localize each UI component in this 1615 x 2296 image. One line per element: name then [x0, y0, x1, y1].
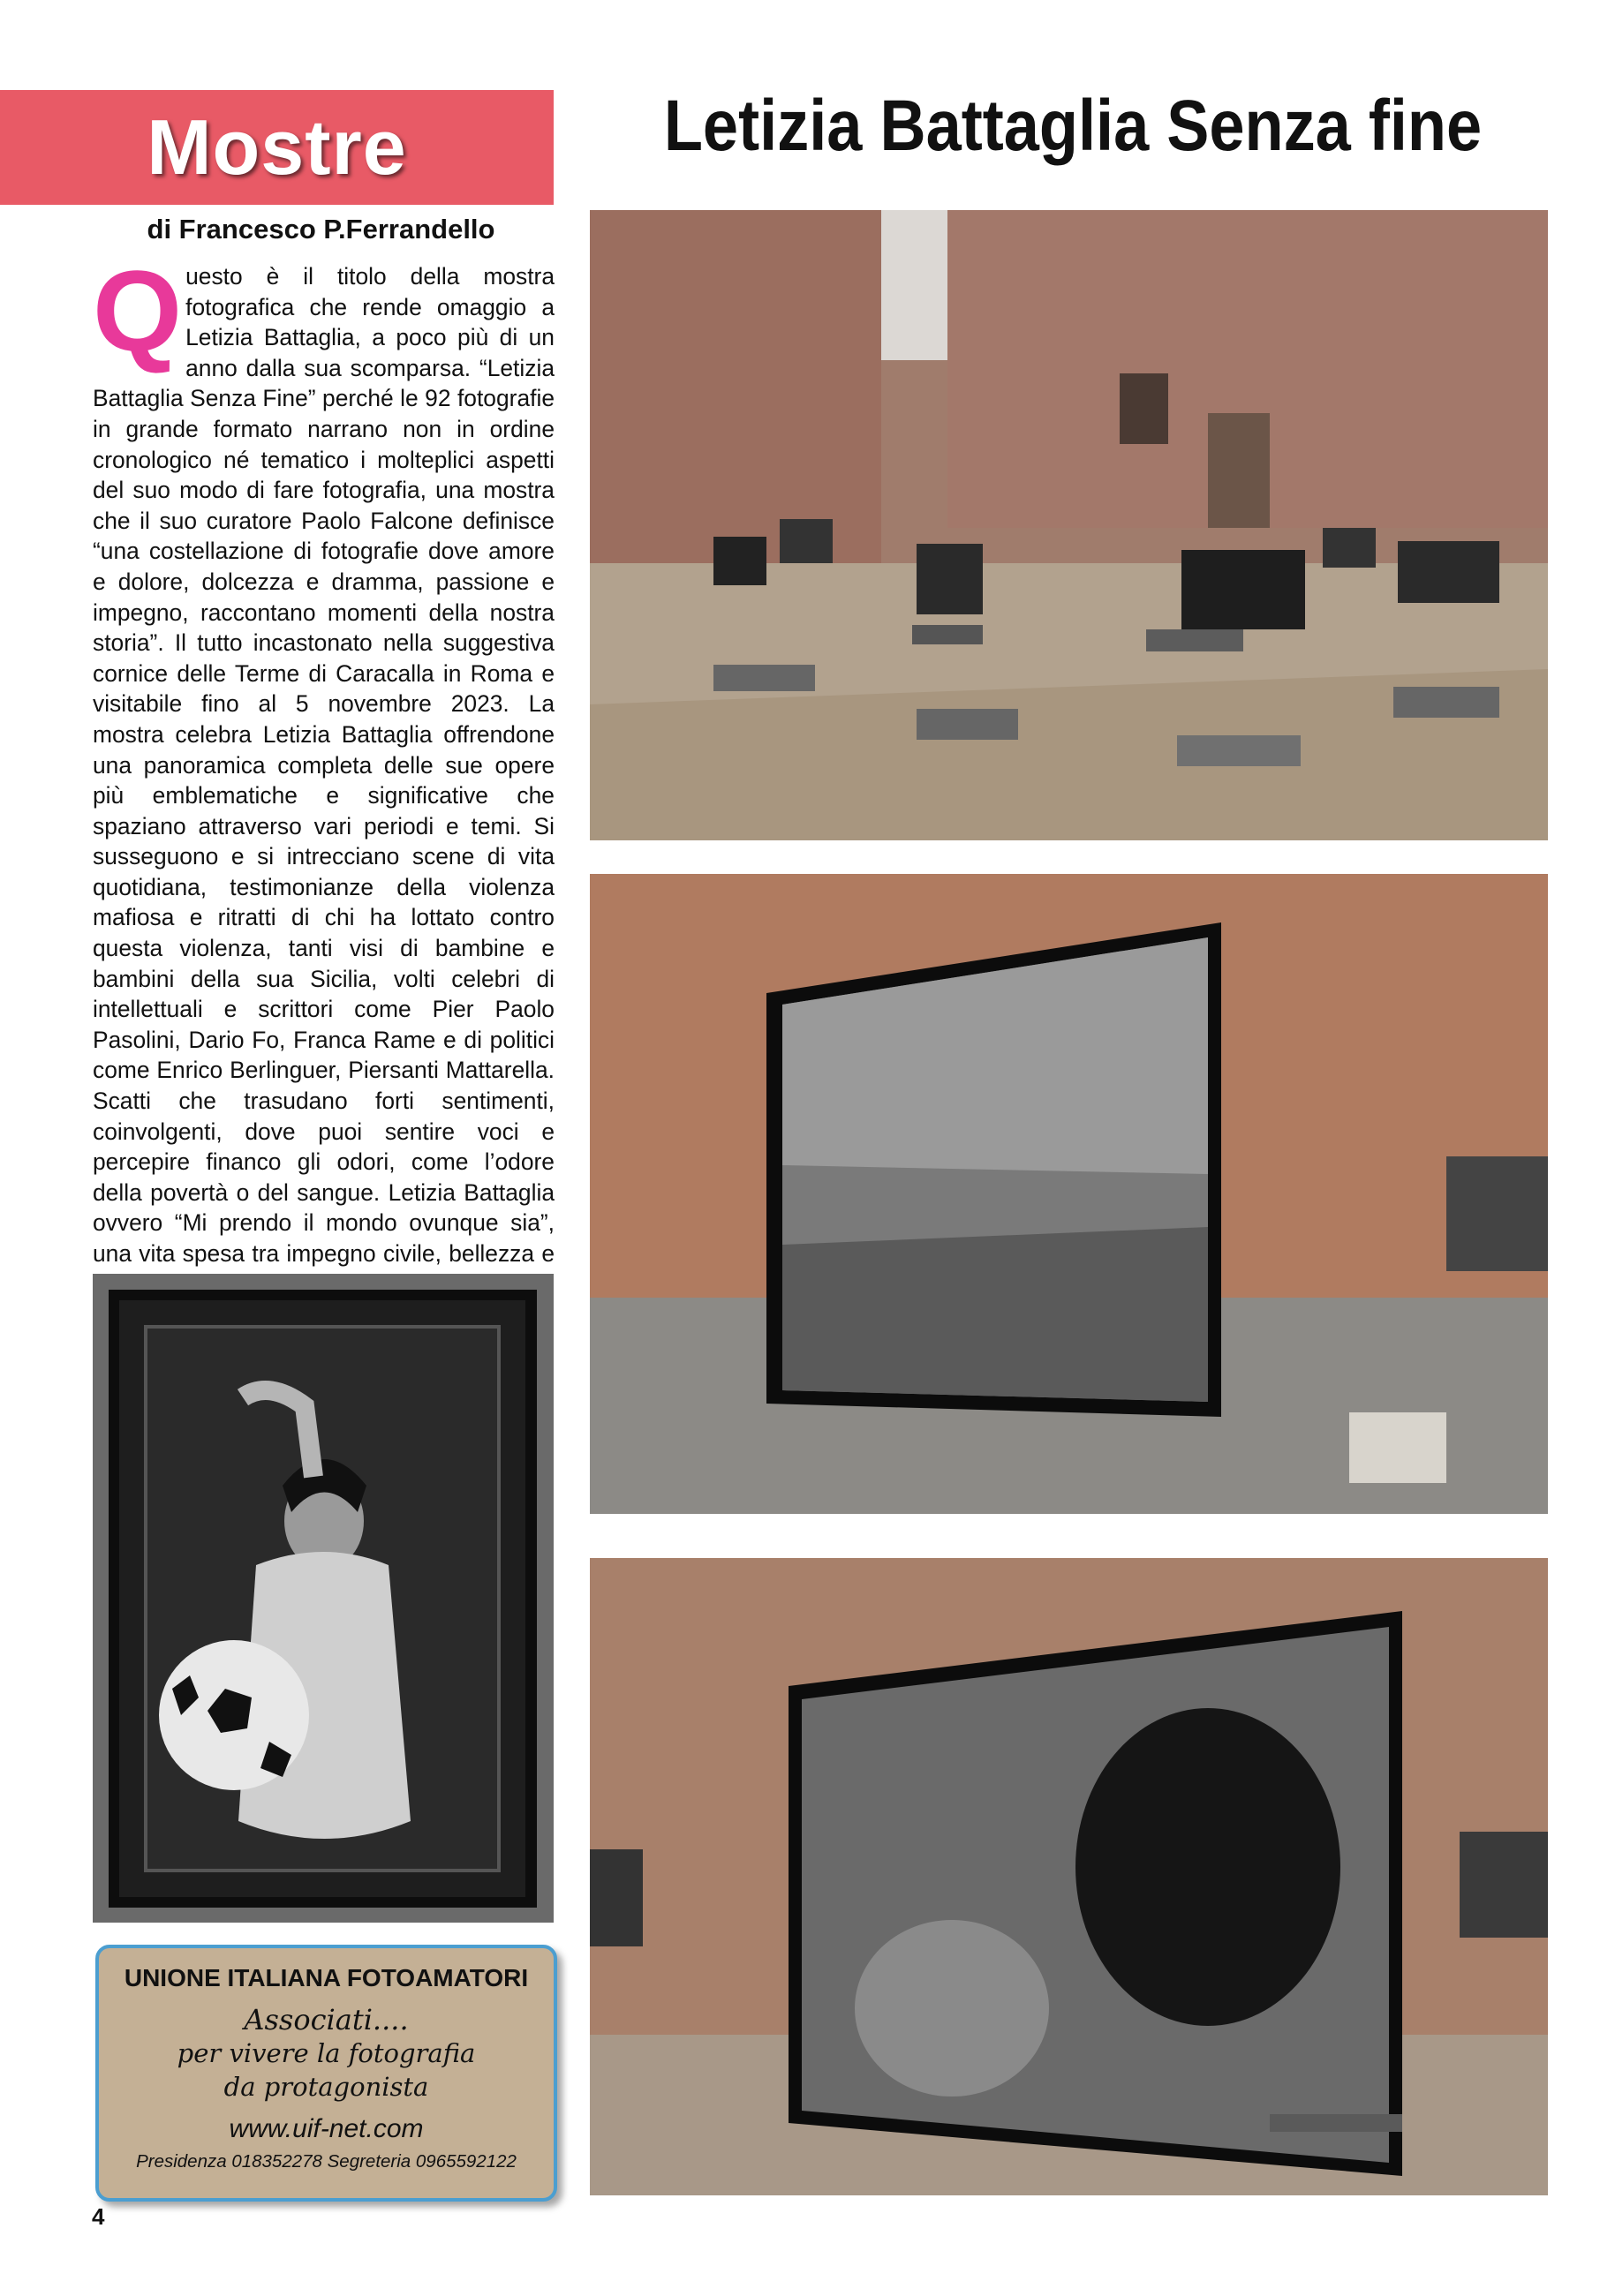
- section-label: Mostre: [147, 103, 407, 191]
- promo-tagline-1: Associati....: [244, 2003, 409, 2036]
- promo-box: [95, 1945, 557, 2202]
- photo-murder-scene-print-art: [590, 1558, 1548, 2195]
- promo-org-name: UNIONE ITALIANA FOTOAMATORI: [124, 1964, 529, 1991]
- promo-tagline-2: per vivere la fotografia: [177, 2038, 476, 2068]
- photo-carabinieri-print-art: [590, 874, 1548, 1514]
- section-banner: [0, 90, 554, 205]
- photo-carabinieri-print: [590, 874, 1548, 1514]
- promo-tagline-3: da protagonista: [223, 2072, 429, 2102]
- article-body: [93, 246, 555, 1299]
- photo-girl-with-ball-art: [93, 1274, 554, 1923]
- page-number: 4: [92, 2203, 105, 2230]
- promo-contacts: Presidenza 018352278 Segreteria 0965592122: [136, 2151, 517, 2172]
- drop-cap: Q: [93, 246, 183, 375]
- article-title: Letizia Battaglia Senza fine: [663, 86, 1483, 166]
- promo-website: www.uif-net.com: [229, 2114, 424, 2143]
- photo-exhibition-ruins-art: [590, 210, 1548, 840]
- article-body-text: uesto è il titolo della mostra fotografica che rende omaggio a Letizia Battaglia, a poco più di un anno dalla sua scomparsa. “Letizia Battaglia Senza Fine” perché le 92 fotografie in grande formato narrano non in ordine cronologico né tematico i molteplici aspetti del suo modo di fare fotografia, una mostra che il suo curatore Paolo Falcone definisce “una costellazione di fotografie dove amore e dolore, dolcezza e dramma, passione e impegno, raccontano momenti della nostra storia”. Il tutto incastonato nella suggestiva cornice delle Terme di Caracalla in Roma e visitabile fino al 5 novembre 2023. La mostra celebra Letizia Battaglia offrendone una panoramica completa delle sue opere più emblematiche e significative che spaziano attraverso vari periodi e temi. Si susseguono e si intrecciano scene di vita quotidiana, testimonianze della violenza mafiosa e ritratti di chi ha lottato contro questa violenza, tanti visi di bambine e bambini della sua Sicilia, volti celebri di intellettuali e scrittori come Pier Paolo Pasolini, Dario Fo, Franca Rame e di politici come Enrico Berlinguer, Piersanti Mattarella. Scatti che trasudano forti sentimenti, coinvolgenti, dove puoi sentire voci e percepire financo gli odori, come l’odore della povertà o del sangue. Letizia Battaglia ovvero “Mi prendo il mondo ovunque sia”, una vita spesa tra impegno civile, bellezza e: [93, 263, 555, 1267]
- photo-exhibition-ruins: [590, 210, 1548, 840]
- byline: di Francesco P.Ferrandello: [147, 214, 495, 245]
- photo-murder-scene-print: [590, 1558, 1548, 2195]
- photo-girl-with-ball: [93, 1274, 554, 1923]
